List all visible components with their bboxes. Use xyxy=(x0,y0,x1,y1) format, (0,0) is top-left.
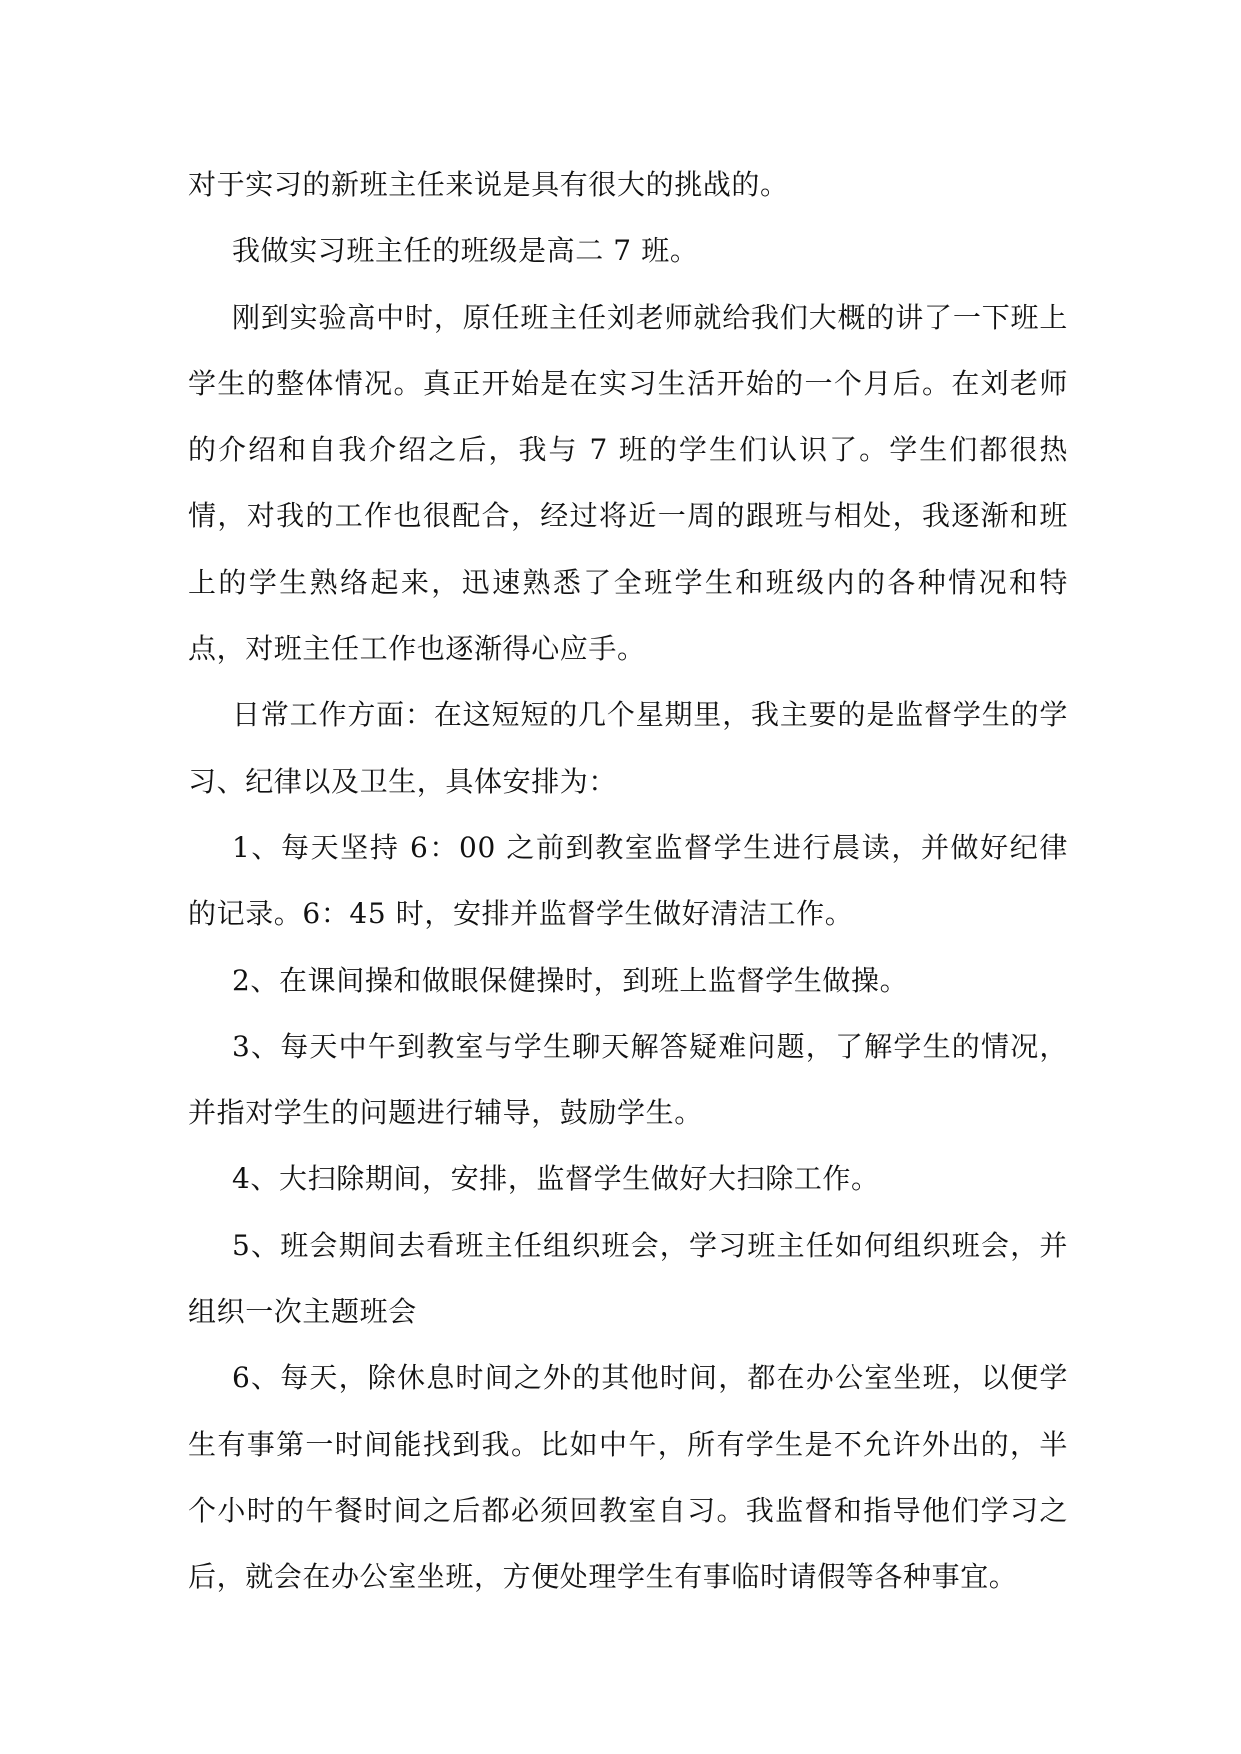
paragraph-arrival: 刚到实验高中时，原任班主任刘老师就给我们大概的讲了一下班上学生的整体情况。真正开始是在实习生活开始的一个月后。在刘老师的介绍和自我介绍之后，我与 7 班的学生们认识了。学生们都很热情，对我的工作也很配合，经过将近一周的跟班与相处，我逐渐和班上的学生熟络起来，迅速熟悉了全班学生和班级内的各种情况和特点，对班主任工作也逐渐得心应手。 xyxy=(188,300,1068,666)
list-item-5: 5、班会期间去看班主任组织班会，学习班主任如何组织班会，并组织一次主题班会 xyxy=(188,1228,1068,1329)
list-item-4: 4、大扫除期间，安排，监督学生做好大扫除工作。 xyxy=(232,1162,880,1196)
list-item-1: 1、每天坚持 6：00 之前到教室监督学生进行晨读，并做好纪律的记录。6：45 时，安排并监督学生做好清洁工作。 xyxy=(188,830,1068,931)
list-item-2: 2、在课间操和做眼保健操时，到班上监督学生做操。 xyxy=(232,963,909,997)
list-item-3: 3、每天中午到教室与学生聊天解答疑难问题，了解学生的情况，并指对学生的问题进行辅导，鼓励学生。 xyxy=(188,1029,1068,1130)
paragraph-daily-work: 日常工作方面：在这短短的几个星期里，我主要的是监督学生的学习、纪律以及卫生，具体安排为： xyxy=(188,698,1068,798)
document-body xyxy=(188,152,1068,1611)
paragraph-continuation: 对于实习的新班主任来说是具有很大的挑战的。 xyxy=(188,168,789,201)
paragraph-class-assignment: 我做实习班主任的班级是高二 7 班。 xyxy=(232,234,699,268)
list-item-6: 6、每天，除休息时间之外的其他时间，都在办公室坐班，以便学生有事第一时间能找到我。比如中午，所有学生是不允许外出的，半个小时的午餐时间之后都必须回教室自习。我监督和指导他们学习之后，就会在办公室坐班，方便处理学生有事临时请假等各种事宜。 xyxy=(188,1361,1068,1594)
